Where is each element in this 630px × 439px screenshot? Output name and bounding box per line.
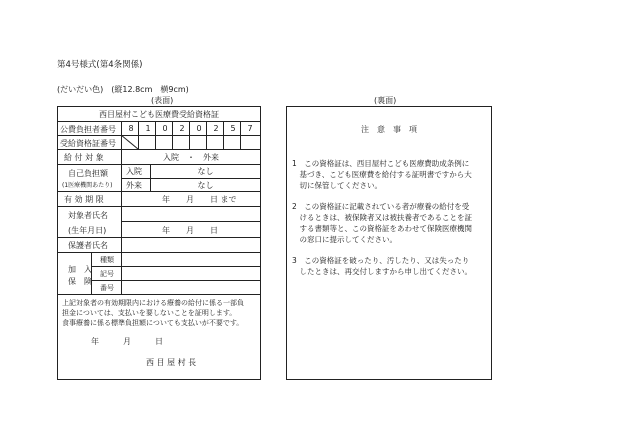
note-text: したときは、再交付しますから申し出てください。 [292, 267, 472, 276]
recipient-number-label: 受給資格証番号 [60, 139, 116, 148]
back-side-label: (裏面) [374, 96, 397, 105]
divider [57, 164, 261, 165]
benefit-target-value: 入院 ・ 外来 [163, 153, 219, 162]
insurance-label: 加 入 [68, 265, 92, 274]
divider [121, 178, 261, 179]
dob-value: 年 月 日 [162, 226, 218, 235]
dob-label: (生年月日) [68, 226, 107, 235]
note-text: 切に保管してください。 [292, 181, 382, 190]
payer-digit: 5 [230, 124, 236, 133]
note-text: する書類等と、この資格証をあわせて保険医療機関 [292, 224, 472, 233]
subject-name-label: 対象者氏名 [68, 211, 108, 220]
copay-sublabel: (1医療機関あたり) [62, 182, 113, 189]
divider [121, 191, 122, 237]
payer-digit: 0 [162, 124, 168, 133]
payer-digit: 2 [213, 124, 219, 133]
notes-heading: 注 意 事 項 [361, 125, 417, 134]
certification-text: 担金については、支払いを要しないことを証明します。 [62, 309, 237, 317]
validity-value: 年 月 日 まで [162, 195, 237, 204]
certification-text: 食事療養に係る標準負担額についても支払いが不要です。 [62, 319, 244, 327]
card-title: 西目屋村こども医療費受給資格証 [99, 110, 219, 119]
inpatient-value: なし [197, 167, 214, 176]
divider [121, 252, 122, 294]
outpatient-value: なし [197, 181, 214, 190]
note-text: 基づき、こども医療費を給付する証明書ですから大 [292, 170, 472, 179]
note-text: 2 この資格証に記載されている者が療養の給付を受 [292, 202, 470, 211]
divider [57, 237, 261, 238]
note-text: の窓口に提示してください。 [292, 235, 397, 244]
insurance-number-label: 番号 [100, 284, 114, 292]
divider [57, 135, 261, 136]
divider [121, 221, 261, 222]
issue-date: 年 月 日 [91, 337, 163, 346]
certification-text: 上記対象者の有効期限内における療養の給付に係る一部負 [62, 299, 244, 307]
note-text: 3 この資格証を破ったり、汚したり、又は失ったり [292, 256, 470, 265]
divider [121, 237, 122, 252]
inpatient-label: 入院 [126, 167, 142, 176]
payer-digit: 1 [145, 124, 151, 133]
divider [57, 206, 261, 207]
divider [57, 252, 261, 253]
benefit-target-label: 給 付 対 象 [64, 153, 104, 162]
divider [91, 280, 261, 281]
validity-label: 有 効 期 限 [64, 195, 104, 204]
slash-mark [121, 135, 138, 149]
payer-digit: 0 [196, 124, 202, 133]
note-text: 1 この資格証は、西目屋村こども医療費助成条例に [292, 159, 470, 168]
insurance-label: 保 険 [68, 277, 92, 286]
divider [57, 191, 261, 192]
payer-digit: 2 [179, 124, 185, 133]
divider [57, 294, 261, 295]
front-side-label: (表面) [151, 96, 174, 105]
outpatient-label: 外来 [126, 181, 142, 190]
divider [57, 149, 261, 150]
form-number: 第4号様式(第4条関係) [57, 60, 143, 70]
note-text: けるときは、被保険者又は被扶養者であることを証 [292, 213, 472, 222]
insurance-symbol-label: 記号 [100, 270, 114, 278]
payer-digit: 7 [247, 124, 253, 133]
copay-label: 自己負担額 [68, 169, 108, 178]
divider [57, 121, 261, 122]
payer-digit: 8 [128, 124, 134, 133]
guardian-name-label: 保護者氏名 [68, 241, 108, 250]
insurance-type-label: 種類 [100, 256, 114, 264]
divider [91, 266, 261, 267]
issuer-name: 西 目 屋 村 長 [146, 358, 197, 367]
payer-number-label: 公費負担者番号 [60, 125, 116, 134]
form-spec: (だいだい色) (縦12.8cm 横9cm) [57, 85, 189, 94]
divider [91, 252, 92, 294]
